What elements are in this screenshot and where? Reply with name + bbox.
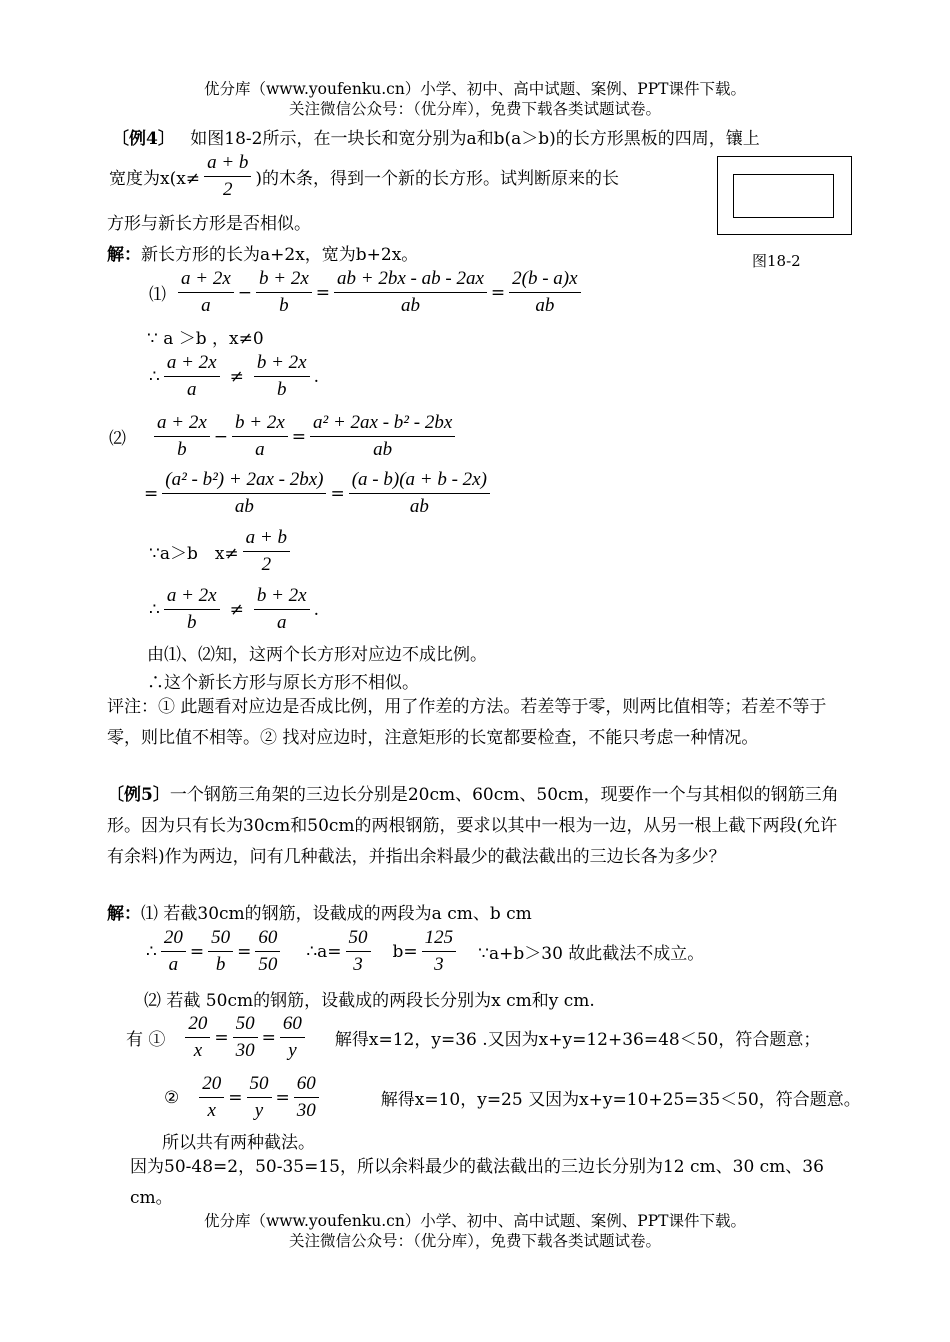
frac-num: 50 [346,925,371,952]
frac-3 [334,266,487,319]
because-1: ∵ a ＞b ，x≠0 [147,329,264,349]
frac-num: 2(b - a)x [509,266,580,293]
conclusion-1: 由⑴、⑵知，这两个长方形对应边不成比例。 [147,645,487,665]
sol4-part2-eq [107,410,457,463]
frac-den: 30 [235,1040,255,1061]
frac-a [346,925,371,978]
line1-tail: ∵a+b＞30 故此截法不成立。 [478,944,705,964]
frac-num: a + 2x [178,266,234,293]
frac-den: ab [400,295,420,316]
frac-ab-2 [243,525,290,578]
frac-den: y [288,1040,297,1061]
equals-sign: = [189,941,205,962]
part2-label: ⑵ [109,429,126,449]
case1-tail: 解得x=12，y=36 .又因为x+y=12+36=48＜50，符合题意； [334,1030,821,1050]
sol5-label: 解： [107,904,141,924]
sol5-line1 [144,925,706,978]
case2-prefix: ② [164,1087,180,1108]
figure-caption: 图18-2 [752,252,801,270]
comment-paragraph: 评注：① 此题看对应边是否成比例，用了作差的方法。若差等于零，则两比值相等；若差不等于零，则比值不相等。② 找对应边时，注意矩形的长宽都要检查，不能只考虑一种情况。 [107,697,827,748]
frac-2 [256,266,312,319]
therefore-symbol: ∴ [149,366,160,387]
equals-sign: = [291,426,307,447]
frac-den: a [255,439,265,460]
frac-num: a + b [243,525,290,552]
frac-2 [208,925,233,978]
minus-sign: − [237,282,253,303]
sol4-label: 解： [107,245,141,265]
part1-label: ⑴ [149,285,166,305]
period: . [313,599,320,620]
equals-sign: = [214,1027,229,1048]
frac-den: ab [409,496,429,517]
frac-num: 60 [294,1071,319,1098]
ex4-label: 〔例4〕 [112,129,175,149]
frac-den: 30 [296,1100,316,1121]
equals-sign: = [261,1027,276,1048]
frac-2 [254,350,310,403]
frac-2 [349,467,490,520]
ex5-label: 〔例5〕 [107,785,170,805]
frac-num: 50 [247,1071,272,1098]
therefore-2 [147,583,321,636]
frac-num: 20 [185,1011,210,1038]
equals-sign: = [330,483,345,504]
frac-den: a [276,612,287,633]
minus-sign: − [213,426,229,447]
sol5-part2: ⑵ 若截 50cm的钢筋，设截成的两段长分别为x cm和y cm. [144,991,595,1011]
sol4-text: 新长方形的长为a+2x，宽为b+2x。 [141,245,419,265]
frac-1 [164,350,220,403]
frac-1 [199,1071,224,1124]
frac-den: y [254,1100,264,1121]
frac-num: a + 2x [164,583,220,610]
frac-den: 2 [222,179,233,200]
frac-1 [178,266,234,319]
frac-den: 50 [258,954,278,975]
figure-inner-rectangle [733,174,834,218]
frac-num: a + 2x [164,350,220,377]
ex4-line-3: 方形与新长方形是否相似。 [107,214,311,234]
frac-den: a [186,379,197,400]
frac-den: ab [373,439,393,460]
frac-den: ab [234,496,254,517]
frac-den: b [276,379,287,400]
ex5-paragraph [107,780,847,873]
sol5-final: 因为50-48=2，50-35=15，所以余料最少的截法截出的三边长分别为12 cm、30 cm、36 cm。 [130,1157,824,1208]
sol5-count: 所以共有两种截法。 [162,1133,315,1153]
case2-tail: 解得x=10，y=25 又因为x+y=10+25=35＜50，符合题意。 [380,1090,861,1110]
frac-3 [255,925,280,978]
frac-1 [154,410,210,463]
equals-sign: = [228,1087,243,1108]
frac-4 [509,266,580,319]
frac-den: x [193,1040,203,1061]
frac-den: b [177,439,187,460]
footer-line-2: 关注微信公众号：（优分库），免费下载各类试题试卷。 [288,1232,661,1250]
frac-3 [294,1071,319,1124]
frac-den: a [168,954,179,975]
frac-1 [161,925,186,978]
because-2-text: ∵a＞b x≠ [149,544,239,564]
frac-den: x [207,1100,216,1121]
frac-1 [185,1011,210,1064]
because-2 [147,525,292,578]
frac-den: 2 [261,554,272,575]
frac-num: a + b [204,150,251,177]
frac-1 [164,583,220,636]
ex4-text-2b: )的木条，得到一个新的长方形。试判断原来的长 [255,169,620,189]
equals-sign: = [490,282,506,303]
equals-sign: = [275,1087,290,1108]
frac-num: b + 2x [232,410,288,437]
not-equal-sign: ≠ [229,366,244,387]
frac-den: a [201,295,211,316]
equals-sign: = [237,941,252,962]
frac-num: 50 [208,925,233,952]
ex4-line-2 [107,150,621,203]
frac-num: 20 [199,1071,224,1098]
frac-den: b [279,295,289,316]
frac-num: a + 2x [154,410,210,437]
frac-2 [233,1011,258,1064]
therefore-1 [147,350,321,403]
frac-1 [162,467,326,520]
sol4-part1-eq [147,266,583,319]
frac-num: b + 2x [254,350,310,377]
frac-num: 125 [422,925,457,952]
not-equal-sign: ≠ [229,599,244,620]
ex4-fraction [204,150,251,203]
sol5-part1 [107,899,532,924]
frac-den: b [215,954,226,975]
therefore-symbol: ∴ [146,941,157,962]
period: . [313,366,320,387]
sol5-case1 [124,1011,822,1064]
sol4-intro [107,240,418,265]
frac-num: b + 2x [256,266,312,293]
frac-b [422,925,457,978]
frac-den: 3 [353,954,363,975]
ex4-line-1 [112,124,760,149]
frac-3 [310,410,455,463]
conclusion-2: ∴这个新长方形与原长方形不相似。 [147,673,419,693]
footer-line-1: 优分库（www.youfenku.cn）小学、初中、高中试题、案例、PPT课件下载。 [203,1212,747,1230]
ex5-text: 一个钢筋三角架的三边长分别是20cm、60cm、50cm，现要作一个与其相似的钢筋三角形。因为只有长为30cm和50cm的两根钢筋，要求以其中一根为一边，从另一根上截下两段(允许有余料)作为两边，问有几种截法，并指出余料最少的截法截出的三边长各为多少？ [107,785,839,867]
sol5-case2 [162,1071,863,1124]
frac-num: 60 [280,1011,305,1038]
case1-prefix: 有 ① [126,1030,166,1050]
frac-num: 50 [233,1011,258,1038]
ex4-text-2a: 宽度为x(x≠ [109,169,201,189]
frac-num: (a² - b²) + 2ax - 2bx) [162,467,326,494]
equals-sign: = [144,483,159,504]
frac-2 [247,1071,272,1124]
frac-den: b [186,612,197,633]
frac-num: (a - b)(a + b - 2x) [349,467,490,494]
header-line-1: 优分库（www.youfenku.cn）小学、初中、高中试题、案例、PPT课件下载。 [203,80,747,98]
frac-num: ab + 2bx - ab - 2ax [334,266,487,293]
frac-2 [254,583,310,636]
frac-den: 3 [434,954,444,975]
sol5-p1-text: ⑴ 若截30cm的钢筋，设截成的两段为a cm、b cm [141,904,532,924]
frac-num: 60 [255,925,280,952]
sol4-part2-eq2 [142,467,492,520]
frac-num: a² + 2ax - b² - 2bx [310,410,455,437]
frac-3 [280,1011,305,1064]
b-equals: b= [392,941,418,962]
ex4-text-1: 如图18-2所示，在一块长和宽分别为a和b(a＞b)的长方形黑板的四周，镶上 [190,129,760,149]
equals-sign: = [315,282,331,303]
therefore-a: ∴a= [306,941,342,962]
therefore-symbol: ∴ [149,599,160,620]
frac-num: 20 [161,925,186,952]
frac-num: b + 2x [254,583,310,610]
frac-den: ab [535,295,555,316]
frac-2 [232,410,288,463]
header-line-2: 关注微信公众号：（优分库），免费下载各类试题试卷。 [288,100,661,118]
